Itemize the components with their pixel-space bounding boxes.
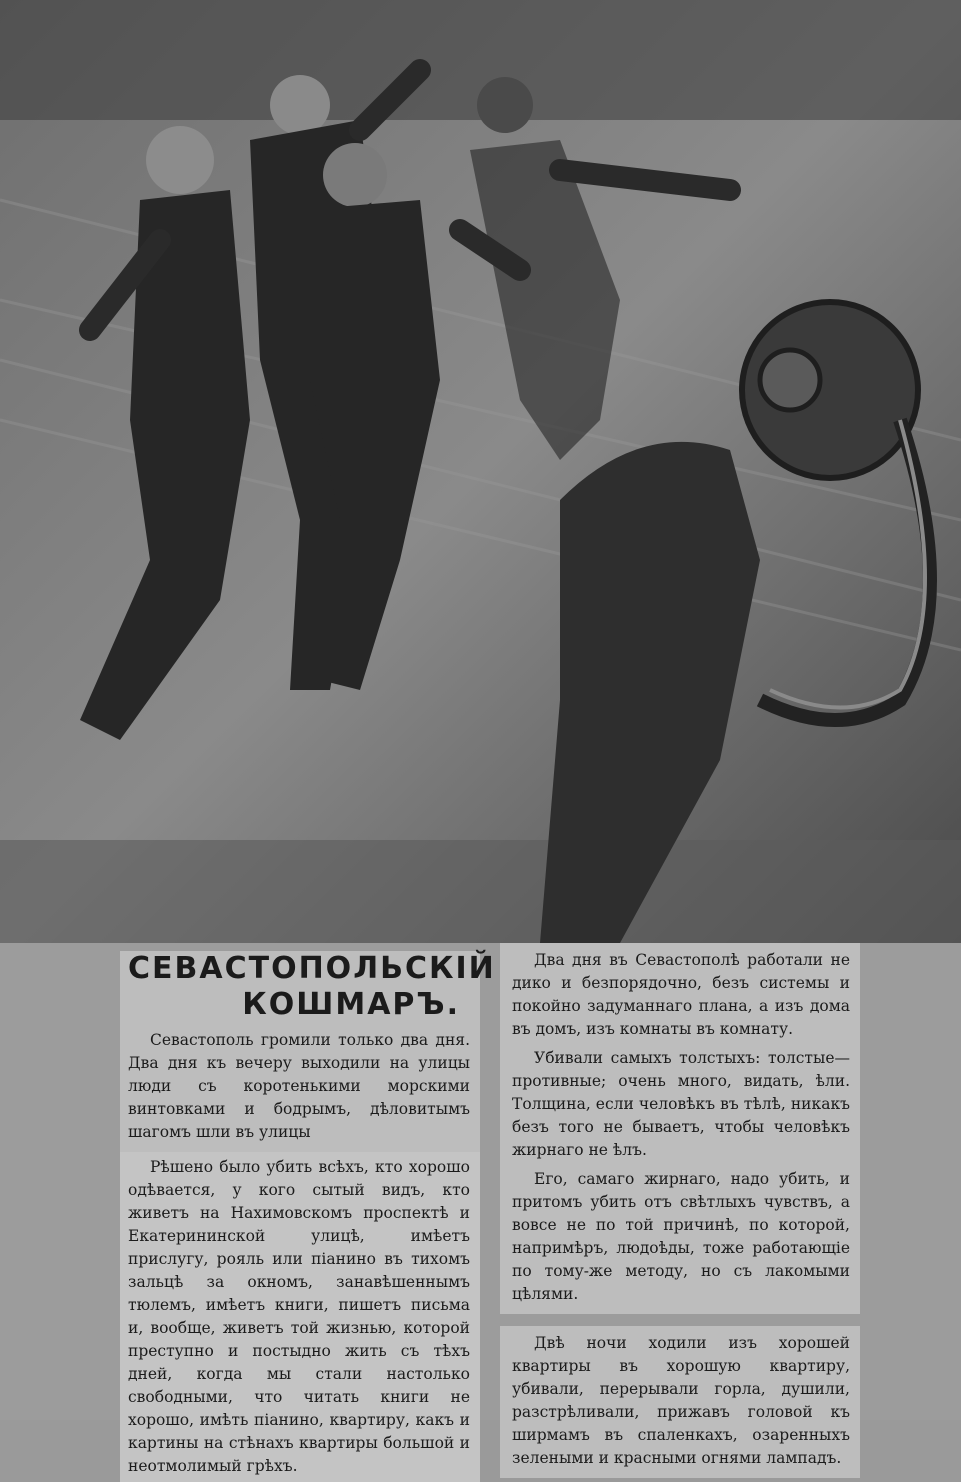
paragraph-block [500, 943, 860, 1314]
headline-block [120, 951, 496, 1152]
article-headline [128, 951, 496, 1023]
paragraph: Рѣшено было убить всѣхъ, кто хорошо одѣвается, у кого сытый видъ, кто живетъ на Нахимовскомъ проспектѣ и Екатерининской улицѣ, имѣетъ прислугу, рояль или піанино въ тихомъ зальцѣ за окномъ, занавѣшеннымъ тюлемъ, имѣетъ книги, пишетъ письма и, вообще, живетъ той жизнью, которой преступно и постыдно жить съ тѣхъ дней, когда мы стали настолько свободными, что читать книги не хорошо, имѣть піанино, квартиру, какъ и картины на стѣнахъ квартиры большой и неотмолимый грѣхъ. [128, 1158, 470, 1475]
paragraph-block [500, 1326, 860, 1478]
paragraph-block [120, 1152, 480, 1482]
paragraph: Два дня въ Севастополѣ работали не дико и безпорядочно, безъ системы и покойно задуманнаго плана, а изъ дома въ домъ, изъ комнаты въ комнату. [512, 951, 850, 1038]
right-column [500, 943, 860, 1467]
paragraph: Севастополь громили только два дня. Два дня къ вечеру выходили на улицы люди съ коротенькими морскими винтовками и бодрымъ, дѣловитымъ шагомъ шли въ улицы [128, 1031, 470, 1141]
left-column [120, 943, 496, 1475]
paragraph: Его, самаго жирнаго, надо убить, и притомъ убить отъ свѣтлыхъ чувствъ, а вовсе не по той причинѣ, по которой, напримѣръ, людоѣды, тоже работающіе по тому-же методу, но съ лакомыми цѣлями. [512, 1170, 850, 1303]
headline-line-2: КОШМАРЪ. [242, 987, 460, 1022]
divider [500, 1314, 860, 1326]
paragraph: Двѣ ночи ходили изъ хорошей квартиры въ хорошую квартиру, убивали, перерывали горла, душили, разстрѣливали, прижавъ головой къ ширмамъ въ спаленкахъ, озаренныхъ зелеными и красными огнями лампадъ. [512, 1334, 850, 1467]
headline-line-1: СЕВАСТОПОЛЬСКІЙ [128, 951, 496, 986]
paragraph: Убивали самыхъ толстыхъ: толстые—противные; очень много, видать, ѣли. Толщина, если человѣкъ въ тѣлѣ, никакъ безъ того не бываетъ, чтобы человѣкъ жирнаго не ѣлъ. [512, 1049, 850, 1159]
article [0, 943, 961, 1475]
